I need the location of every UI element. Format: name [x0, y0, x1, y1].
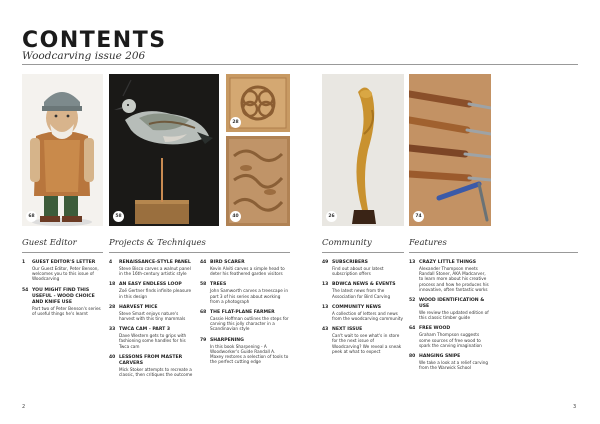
- item-description: Our Guest Editor, Peter Benson, welcomes you to this issue of Woodcarving: [32, 266, 99, 282]
- item-title: LESSONS FROM MASTER CARVERS: [119, 354, 183, 366]
- item-title: SUBSCRIBERS: [332, 260, 368, 265]
- contents-item[interactable]: [109, 355, 195, 377]
- contents-item[interactable]: [322, 327, 404, 354]
- photo-page-number: 40: [230, 211, 241, 222]
- item-title: TREES: [210, 282, 227, 288]
- item-title: YOU MIGHT FIND THIS USEFUL - WOOD CHOICE AND KNIFE USE: [32, 287, 95, 305]
- item-title: FREE WOOD: [419, 326, 451, 332]
- item-page-number: 44: [200, 260, 207, 265]
- page-title: CONTENTS: [22, 28, 167, 53]
- contents-item[interactable]: [322, 282, 404, 298]
- photo-celtic-knot[interactable]: [226, 74, 290, 132]
- item-page-number: 33: [109, 327, 116, 333]
- photo-chisels[interactable]: [409, 74, 491, 226]
- item-page-number: 79: [200, 337, 207, 343]
- guest-editor-list: [22, 260, 103, 322]
- item-title: HANGING SNIPE: [419, 354, 461, 360]
- contents-item[interactable]: [109, 260, 195, 276]
- community-list: [322, 260, 404, 360]
- photo-abstract-sculpture[interactable]: [322, 74, 404, 226]
- item-page-number: 68: [200, 310, 207, 316]
- section-header-features: Features: [409, 238, 447, 248]
- carved-figure-illustration: [22, 74, 103, 226]
- contents-item[interactable]: [200, 260, 290, 276]
- item-title: TWCA CAM - PART 3: [119, 327, 171, 333]
- item-page-number: 52: [409, 298, 416, 304]
- contents-item[interactable]: [22, 260, 103, 282]
- item-page-number: 13: [322, 304, 329, 310]
- item-description: Can't wait to see what's in store for the next issue of Woodcarving? We reveal a sneak peek at what to expect: [332, 333, 402, 354]
- item-description: Steve Smart enjoys nature's harvest with this tiny mammals: [119, 310, 186, 322]
- item-title: SHARPENING: [210, 337, 244, 343]
- item-title: AN EASY ENDLESS LOOP: [119, 282, 182, 288]
- contents-item[interactable]: [200, 338, 290, 365]
- projects-list-b: [200, 260, 290, 370]
- item-title: GUEST EDITOR'S LETTER: [32, 260, 96, 265]
- photo-page-number: 58: [113, 211, 124, 222]
- features-list: [409, 260, 491, 376]
- item-title: RENAISSANCE-STYLE PANEL: [119, 260, 191, 265]
- item-title: HARVEST MICE: [119, 304, 158, 310]
- contents-item[interactable]: [109, 305, 195, 321]
- contents-item[interactable]: [322, 305, 404, 321]
- carved-bird-illustration: [109, 74, 219, 226]
- photo-relief-carving[interactable]: [226, 136, 290, 226]
- section-header-projects: Projects & Techniques: [109, 238, 206, 248]
- contents-item[interactable]: [409, 326, 491, 348]
- photo-page-number: 26: [326, 211, 337, 222]
- item-page-number: 4: [109, 260, 113, 265]
- item-title: BIRD SCARER: [210, 260, 245, 265]
- abstract-sculpture-illustration: [322, 74, 404, 226]
- contents-item[interactable]: [200, 310, 290, 332]
- item-description: In this book Sharpening - A Woodworker's Guide Randall A. Maxey restores a selection of tools to the perfect cutting edge: [210, 343, 289, 365]
- item-description: Dave Western gets to grips with fashioning some handles for his Twca cam: [119, 333, 187, 349]
- item-page-number: 80: [409, 354, 416, 360]
- item-title: COMMUNITY NEWS: [332, 304, 382, 310]
- item-description: John Samworth carves a treescape in part 3 of his series about working from a photograph: [210, 288, 288, 304]
- section-rule: [322, 252, 404, 253]
- item-description: Steve Bisco carves a walnut panel in the 16th-century artistic style: [119, 266, 191, 277]
- contents-item[interactable]: [409, 354, 491, 370]
- contents-item[interactable]: [409, 298, 491, 320]
- photo-carved-bird[interactable]: [109, 74, 219, 226]
- item-title: BDWCA NEWS & EVENTS: [332, 282, 396, 288]
- header-rule: [22, 64, 578, 65]
- item-page-number: 40: [109, 354, 116, 360]
- photo-page-number: 28: [230, 117, 241, 128]
- page-number-right: 3: [573, 404, 577, 410]
- photo-page-number: 68: [26, 211, 37, 222]
- item-description: Part two of Peter Benson's series of useful things he's learnt: [32, 305, 101, 316]
- item-page-number: 13: [322, 282, 329, 288]
- chisels-illustration: [409, 74, 491, 226]
- item-description: Cassie Hoffman outlines the steps for carving this jolly character in a Scandinavian style: [210, 316, 289, 332]
- projects-list-a: [109, 260, 195, 383]
- item-page-number: 1: [22, 260, 26, 265]
- issue-subtitle: Woodcarving issue 206: [22, 50, 146, 62]
- section-header-community: Community: [322, 238, 372, 248]
- item-page-number: 13: [409, 260, 416, 265]
- item-description: Mick Stoker attempts to recreate a classic, then critiques the outcome: [119, 366, 193, 378]
- item-description: A collection of letters and news from the woodcarving community: [332, 310, 403, 322]
- section-rule: [409, 252, 578, 253]
- section-rule: [109, 252, 290, 253]
- item-description: Zoë Gertner finds infinite pleasure in this design: [119, 288, 192, 299]
- page-number-left: 2: [22, 404, 26, 410]
- item-page-number: 54: [22, 287, 29, 293]
- item-description: Alexander Thompson meets Randall Stoner, AKA Madcarver, to learn more about his creative process and how he produces his innovative, often fantastic works: [419, 266, 489, 292]
- item-page-number: 64: [409, 326, 416, 332]
- item-description: Find out about our latest subscription offers: [332, 266, 384, 277]
- item-description: Kevin Alviti carves a simple head to deter his feathered garden visitors: [210, 266, 285, 277]
- item-description: We take a look at a relief carving from the Warwick School: [419, 360, 489, 371]
- contents-item[interactable]: [322, 260, 404, 276]
- item-page-number: 58: [200, 282, 207, 288]
- contents-item[interactable]: [200, 282, 290, 304]
- contents-item[interactable]: [409, 260, 491, 292]
- item-description: Graham Thompson suggests some sources of free wood to spark the carving imagination: [419, 332, 482, 348]
- item-page-number: 49: [322, 260, 329, 265]
- section-header-guest-editor: Guest Editor: [22, 238, 77, 248]
- contents-item[interactable]: [22, 288, 103, 316]
- item-page-number: 43: [322, 327, 329, 333]
- photo-page-number: 74: [413, 211, 424, 222]
- photo-carved-figure[interactable]: [22, 74, 103, 226]
- item-page-number: 18: [109, 282, 116, 288]
- item-title: CRAZY LITTLE THINGS: [419, 260, 477, 265]
- item-title: THE FLAT-PLANE FARMER: [210, 310, 275, 316]
- contents-item[interactable]: [109, 282, 195, 298]
- item-title: WOOD IDENTIFICATION & USE: [419, 298, 485, 310]
- item-description: We review the updated edition of this classic timber guide: [419, 310, 489, 321]
- item-description: The latest news from the Association for Bird Carving: [332, 288, 391, 299]
- item-title: NEXT ISSUE: [332, 327, 363, 333]
- contents-item[interactable]: [109, 327, 195, 349]
- section-rule: [22, 252, 103, 253]
- item-page-number: 28: [109, 304, 116, 310]
